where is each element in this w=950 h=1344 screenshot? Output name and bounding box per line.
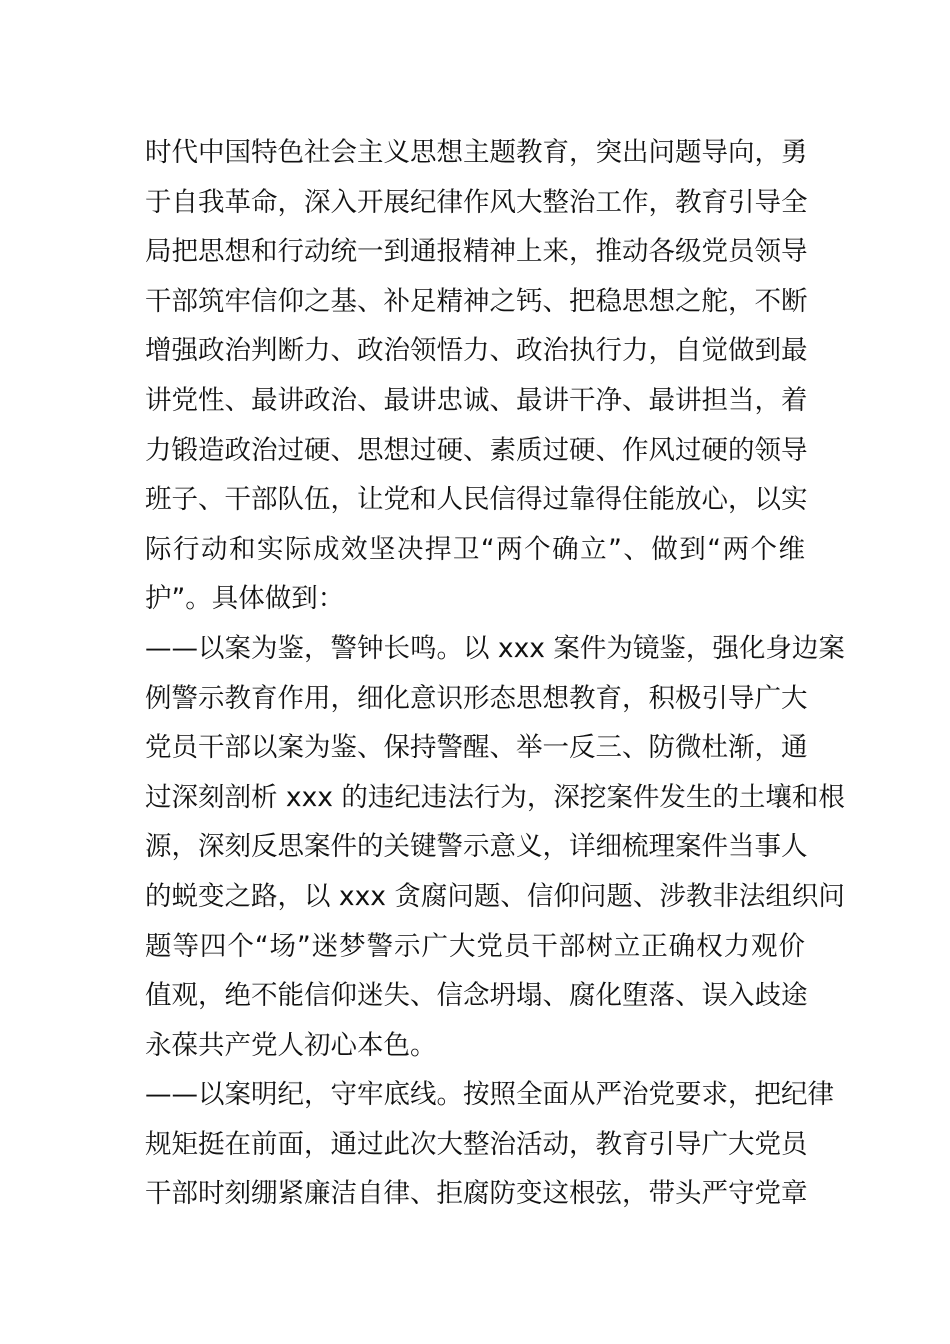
text-line: 护”。具体做到： xyxy=(145,583,345,615)
text-line: 源，深刻反思案件的关键警示意义，详细梳理案件当事人 xyxy=(145,831,808,863)
text-line: ——以案明纪，守牢底线。按照全面从严治党要求，把纪律 xyxy=(145,1079,834,1111)
text-line: 干部时刻绷紧廉洁自律、拒腐防变这根弦，带头严守党章 xyxy=(145,1178,808,1210)
text-line: ——以案为鉴，警钟长鸣。以 xxx 案件为镜鉴，强化身边案 xyxy=(145,632,845,664)
body-text xyxy=(145,128,845,1219)
text-line: 题等四个“场”迷梦警示广大党员干部树立正确权力观价 xyxy=(145,930,805,962)
text-line: 班子、干部队伍，让党和人民信得过靠得住能放心，以实 xyxy=(145,484,808,516)
text-line: 过深刻剖析 xxx 的违纪违法行为，深挖案件发生的土壤和根 xyxy=(145,781,845,813)
text-line: 讲党性、最讲政治、最讲忠诚、最讲干净、最讲担当，着 xyxy=(145,384,808,416)
text-line: 时代中国特色社会主义思想主题教育，突出问题导向，勇 xyxy=(145,137,808,168)
text-line: 规矩挺在前面，通过此次大整治活动，教育引导广大党员 xyxy=(145,1128,808,1160)
text-line: 党员干部以案为鉴、保持警醒、举一反三、防微杜渐，通 xyxy=(145,732,808,764)
text-line: 例警示教育作用，细化意识形态思想教育，积极引导广大 xyxy=(145,682,808,714)
text-line: 局把思想和行动统一到通报精神上来，推动各级党员领导 xyxy=(145,236,808,268)
text-line: 力锻造政治过硬、思想过硬、素质过硬、作风过硬的领导 xyxy=(145,434,808,466)
text-line: 于自我革命，深入开展纪律作风大整治工作，教育引导全 xyxy=(145,186,808,218)
text-line: 际行动和实际成效坚决捍卫“两个确立”、做到“两个维 xyxy=(145,533,805,565)
text-line: 增强政治判断力、政治领悟力、政治执行力，自觉做到最 xyxy=(145,335,808,367)
text-line: 值观，绝不能信仰迷失、信念坍塌、腐化堕落、误入歧途 xyxy=(145,980,808,1012)
text-line: 的蜕变之路，以 xxx 贪腐问题、信仰问题、涉教非法组织问 xyxy=(145,880,845,912)
text-line: 永葆共产党人初心本色。 xyxy=(145,1029,437,1061)
text-line: 干部筑牢信仰之基、补足精神之钙、把稳思想之舵，不断 xyxy=(145,285,808,317)
